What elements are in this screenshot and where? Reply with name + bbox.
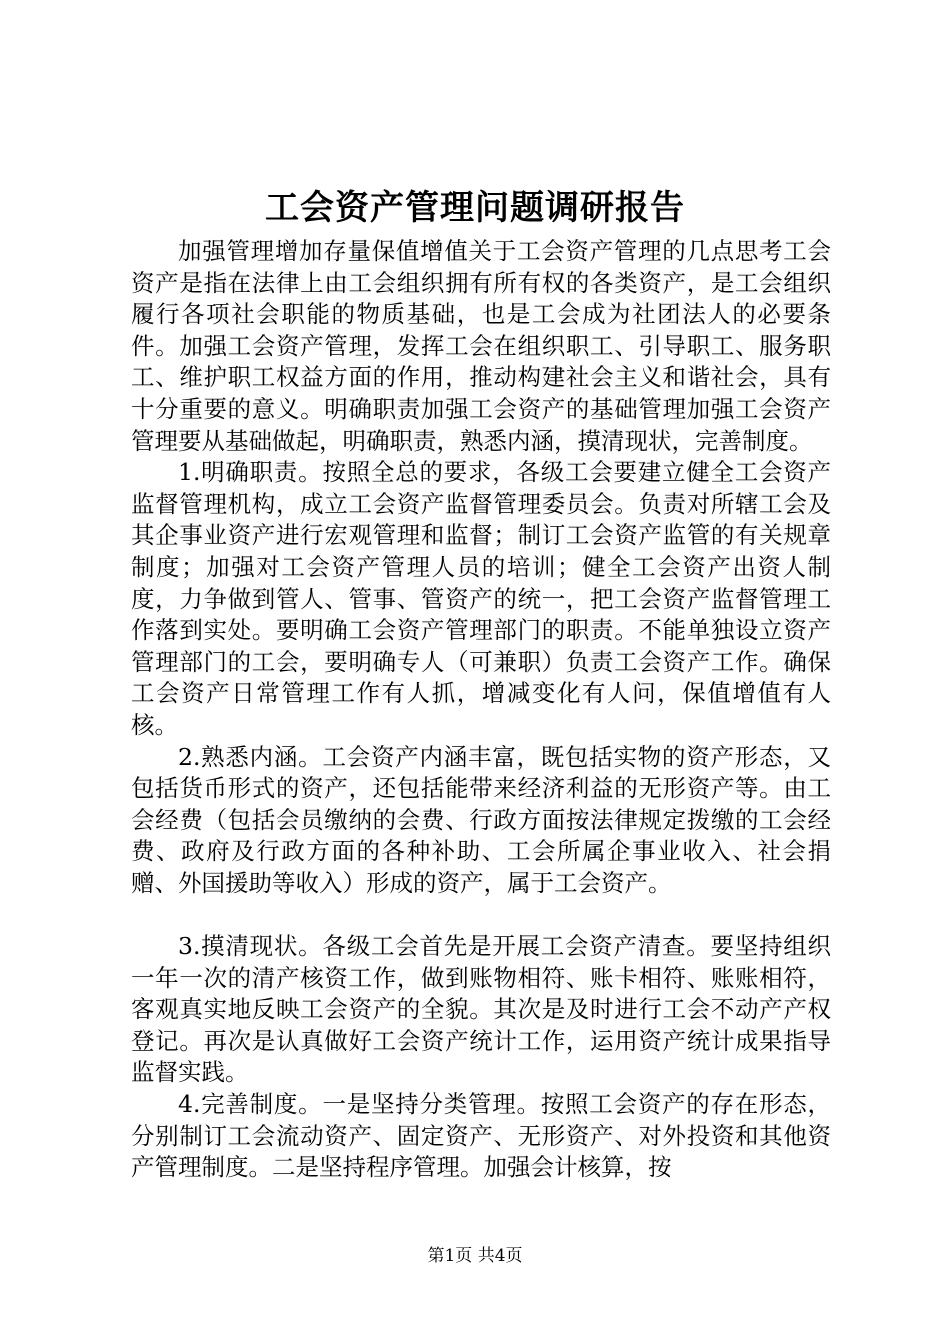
paragraph-3-status: 3.摸清现状。各级工会首先是开展工会资产清查。要坚持组织一年一次的清产核资工作，做到账物相符、账卡相符、账账相符，客观真实地反映工会资产的全貌。其次是及时进行工会不动产产权登记。再次是认真做好工会资产统计工作，运用资产统计成果指导监督实践。 [131,932,831,1087]
paragraph-4-systems: 4.完善制度。一是坚持分类管理。按照工会资产的存在形态，分别制订工会流动资产、固定资产、无形资产、对外投资和其他资产管理制度。二是坚持程序管理。加强会计核算，按 [131,1090,831,1182]
document-title: 工会资产管理问题调研报告 [265,188,685,228]
page-footer: 第1页 共4页 [427,1246,523,1266]
document-body [131,236,831,1184]
paragraph-1-responsibilities: 1.明确职责。按照全总的要求，各级工会要建立健全工会资产监督管理机构，成立工会资产监督管理委员会。负责对所辖工会及其企事业资产进行宏观管理和监督；制订工会资产监管的有关规章制度；加强对工会资产管理人员的培训；健全工会资产出资人制度，力争做到管人、管事、管资产的统一，把工会资产监督管理工作落到实处。要明确工会资产管理部门的职责。不能单独设立资产管理部门的工会，要明确专人（可兼职）负责工会资产工作。确保工会资产日常管理工作有人抓，增减变化有人问，保值增值有人核。 [131,458,831,739]
paragraph-intro: 加强管理增加存量保值增值关于工会资产管理的几点思考工会资产是指在法律上由工会组织拥有所有权的各类资产，是工会组织履行各项社会职能的物质基础，也是工会成为社团法人的必要条件。加强工会资产管理，发挥工会在组织职工、引导职工、服务职工、维护职工权益方面的作用，推动构建社会主义和谐社会，具有十分重要的意义。明确职责加强工会资产的基础管理加强工会资产管理要从基础做起，明确职责，熟悉内涵，摸清现状，完善制度。 [131,237,831,455]
paragraph-2-connotation: 2.熟悉内涵。工会资产内涵丰富，既包括实物的资产形态，又包括货币形式的资产，还包括能带来经济利益的无形资产等。由工会经费（包括会员缴纳的会费、行政方面按法律规定拨缴的工会经费、政府及行政方面的各种补助、工会所属企事业收入、社会捐赠、外国援助等收入）形成的资产，属于工会资产。 [131,742,831,897]
